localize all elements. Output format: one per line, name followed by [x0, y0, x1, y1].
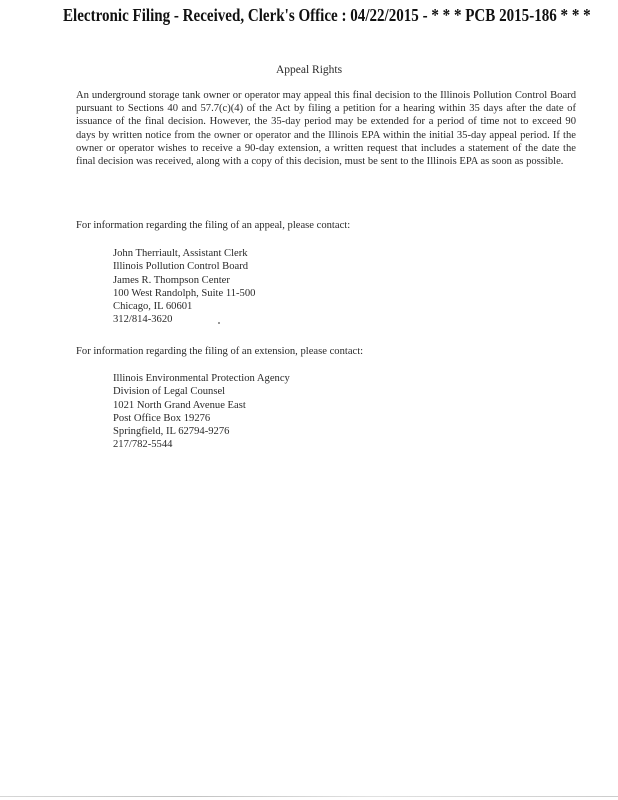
- address-line: 100 West Randolph, Suite 11-500: [113, 287, 256, 299]
- appeal-contact-address: [113, 247, 493, 327]
- address-line: Chicago, IL 60601: [113, 301, 193, 313]
- scan-speck: [218, 322, 220, 324]
- appeal-rights-paragraph: An underground storage tank owner or operator may appeal this final decision to the Illinois Pollution Control Board pursuant to Sections 40 and 57.7(c)(4) of the Act by filing a petition for a hearing within 35 days after the date of issuance of the final decision. However, the 35-day period may be extended for a period of time not to exceed 90 days by written notice from the owner or operator and the Illinois EPA within the initial 35-day appeal period. If the owner or operator wishes to receive a 90-day extension, a written request that includes a statement of the date the final decision was received, along with a copy of this decision, must be sent to the Illinois EPA as soon as possible.: [76, 90, 576, 168]
- page-title: Appeal Rights: [275, 64, 343, 76]
- appeal-contact-intro: For information regarding the filing of an appeal, please contact:: [76, 220, 351, 231]
- extension-contact-intro: For information regarding the filing of an extension, please contact:: [76, 346, 364, 357]
- phone-number: 312/814-3620: [113, 314, 173, 326]
- phone-number: 217/782-5544: [113, 439, 173, 451]
- extension-contact-address: [113, 372, 493, 452]
- address-line: Springfield, IL 62794-9276: [113, 426, 230, 438]
- address-line: Illinois Environmental Protection Agency: [113, 373, 290, 384]
- scan-edge-line: [0, 796, 618, 797]
- address-line: Illinois Pollution Control Board: [113, 261, 249, 273]
- address-line: James R. Thompson Center: [113, 274, 230, 286]
- address-line: John Therriault, Assistant Clerk: [113, 248, 248, 259]
- address-line: Division of Legal Counsel: [113, 386, 226, 398]
- address-line: 1021 North Grand Avenue East: [113, 399, 246, 411]
- electronic-filing-stamp: Electronic Filing - Received, Clerk's Office : 04/22/2015 - * * * PCB 2015-186 * * *: [63, 5, 591, 25]
- address-line: Post Office Box 19276: [113, 412, 211, 424]
